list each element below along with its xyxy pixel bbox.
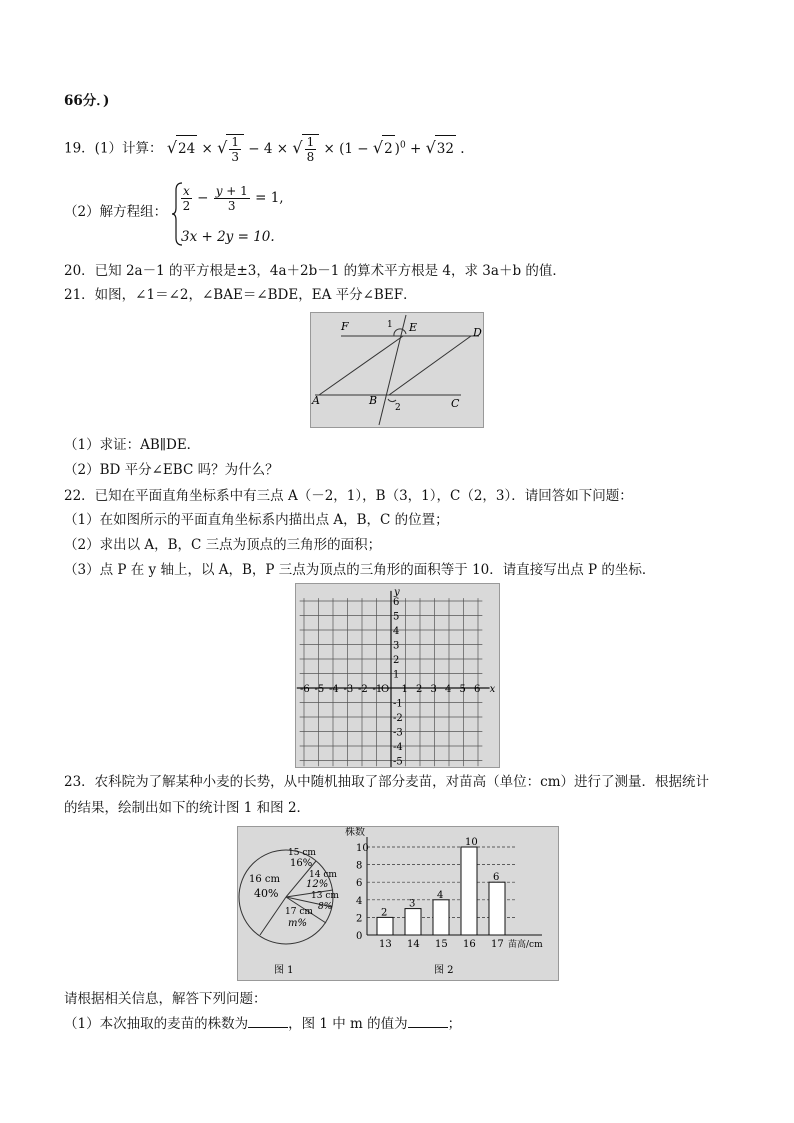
q19-equation-1: $\frac{x}{2}$ − $\frac{y + 1}{3}$ = 1, <box>182 184 284 213</box>
fig1-caption: 图 1 <box>274 965 294 976</box>
label-D: D <box>473 326 482 339</box>
q21-stem: 21．如图，∠1＝∠2，∠BAE＝∠BDE，EA 平分∠BEF． <box>64 287 417 303</box>
label-E: E <box>409 321 418 334</box>
q22-coordinate-grid <box>295 583 500 768</box>
x-tick-label: -2 <box>358 684 368 695</box>
pie-pct-15cm: 16% <box>290 858 313 869</box>
bar-y-tick: 8 <box>356 860 363 872</box>
pie-label-14cm: 14 cm <box>309 870 337 880</box>
q23-part1-c: ； <box>447 1016 462 1032</box>
coordinate-plane <box>296 584 499 767</box>
bar-y-tick: 10 <box>356 843 369 854</box>
bar <box>489 882 505 935</box>
bar-category-label: 15 <box>435 939 448 950</box>
q23-figures <box>237 826 559 981</box>
q20-text: 20．已知 2a－1 的平方根是±3，4a＋2b－1 的算术平方根是 4，求 3a＋b 的值． <box>64 263 566 279</box>
label-B: B <box>369 394 378 407</box>
label-2: 2 <box>395 403 401 413</box>
q23-line1: 23．农科院为了解某种小麦的长势，从中随机抽取了部分麦苗，对苗高（单位：cm）进行了测量．根据统计 <box>64 774 710 790</box>
q19-eq1-rhs: = 1, <box>255 190 284 206</box>
bar <box>405 909 421 935</box>
q21-geometry-diagram <box>311 313 483 427</box>
bar <box>433 900 449 935</box>
q23-part1-b: ，图 1 中 m 的值为 <box>288 1016 408 1032</box>
pie-pct-17cm: m% <box>288 918 307 929</box>
y-tick-label: -1 <box>393 698 403 710</box>
q21-part1: （1）求证：AB∥DE． <box>64 437 201 453</box>
pie-pct-16cm: 40% <box>254 887 279 900</box>
bar-value-label: 3 <box>409 898 416 910</box>
bar-value-label: 4 <box>437 889 444 901</box>
y-tick-label: 3 <box>393 640 400 652</box>
label-A: A <box>312 394 320 407</box>
bar-category-label: 13 <box>379 939 392 950</box>
x-tick-label: 4 <box>445 684 452 695</box>
x-tick-label: O <box>381 684 390 695</box>
label-1: 1 <box>387 320 393 330</box>
bar-category-label: 16 <box>463 939 476 950</box>
bar-y-tick: 4 <box>356 895 363 907</box>
x-tick-label: 1 <box>401 684 408 695</box>
bar-value-label: 6 <box>493 872 500 884</box>
x-tick-label: 2 <box>416 684 423 695</box>
y-tick-label: 5 <box>393 611 400 623</box>
x-tick-label: -1 <box>372 684 383 695</box>
pie-pct-14cm: 12% <box>306 879 329 890</box>
y-tick-label: -3 <box>393 727 403 739</box>
bar-value-label: 10 <box>465 837 478 848</box>
q19-expression: √24 × √ $\frac{1}{3}$ − 4 × √ $\frac{1}{8}$ × (1 − √2 )$^0$ + √32 . <box>166 134 465 164</box>
y-tick-label: 4 <box>393 626 400 637</box>
bar-category-label: 14 <box>407 939 420 950</box>
bar-y-tick: 2 <box>356 913 363 925</box>
y-tick-label: -2 <box>393 713 403 724</box>
y-tick-label: -4 <box>393 742 403 753</box>
bar <box>377 917 393 935</box>
y-tick-label: 6 <box>393 597 400 608</box>
x-tick-label: -5 <box>314 684 325 695</box>
fig2-caption: 图 2 <box>434 965 454 976</box>
section-header: 66分．) <box>64 93 110 109</box>
answer-blank-m[interactable] <box>408 1015 448 1028</box>
q19-equation-2: 3x + 2y = 10. <box>181 229 275 245</box>
y-tick-label: -5 <box>393 756 403 767</box>
x-tick-label: -4 <box>329 684 339 695</box>
bar-category-label: 17 <box>491 939 504 950</box>
y-tick-label: 2 <box>393 655 400 666</box>
label-F: F <box>341 320 349 333</box>
q22-part2: （2）求出以 A，B，C 三点为顶点的三角形的面积； <box>64 537 382 553</box>
x-axis-label: x <box>489 684 496 695</box>
bar-y-tick: 0 <box>356 931 363 942</box>
q22-part1: （1）在如图所示的平面直角坐标系内描出点 A，B，C 的位置； <box>64 512 449 528</box>
bar-chart <box>345 827 543 950</box>
q23-ask: 请根据相关信息，解答下列问题： <box>64 991 267 1007</box>
q22-stem: 22．已知在平面直角坐标系中有三点 A（－2，1），B（3，1），C（2，3）．请回答如下问题： <box>64 488 633 504</box>
bar-value-label: 2 <box>381 907 388 919</box>
q23-part1 <box>64 1015 461 1033</box>
x-tick-label: -3 <box>343 684 354 695</box>
pie-pct-13cm: 8% <box>318 902 333 912</box>
q19-part1-label: 19．(1）计算： <box>64 140 163 157</box>
x-tick-label: -6 <box>300 684 310 695</box>
bar-y-axis-title: 株数 <box>345 827 365 838</box>
bar <box>461 847 477 935</box>
answer-blank-count[interactable] <box>248 1015 288 1028</box>
x-tick-label: 5 <box>459 684 466 695</box>
q22-part3: （3）点 P 在 y 轴上，以 A，B，P 三点为顶点的三角形的面积等于 10．请直接写出点 P 的坐标． <box>64 562 656 578</box>
q21-figure <box>310 312 484 428</box>
q19-part1 <box>64 132 465 164</box>
y-axis-label: y <box>394 587 400 599</box>
q23-part1-a: （1）本次抽取的麦苗的株数为 <box>64 1016 249 1032</box>
bar-y-tick: 6 <box>356 878 363 890</box>
pie-label-16cm: 16 cm <box>249 874 280 885</box>
y-tick-label: 1 <box>393 669 400 681</box>
q21-part2: （2）BD 平分∠EBC 吗？为什么？ <box>64 462 279 478</box>
label-C: C <box>451 397 460 410</box>
pie-label-13cm: 13 cm <box>311 891 339 901</box>
q23-line2: 的结果，绘制出如下的统计图 1 和图 2． <box>64 800 311 816</box>
pie-chart <box>239 848 339 944</box>
q19-part2-label: （2）解方程组： <box>64 204 168 220</box>
x-tick-label: 3 <box>430 684 437 695</box>
pie-label-17cm: 17 cm <box>285 907 313 917</box>
x-tick-label: 6 <box>474 684 481 695</box>
bar-x-axis-title: 苗高/cm <box>508 940 543 950</box>
pie-label-15cm: 15 cm <box>288 848 316 858</box>
